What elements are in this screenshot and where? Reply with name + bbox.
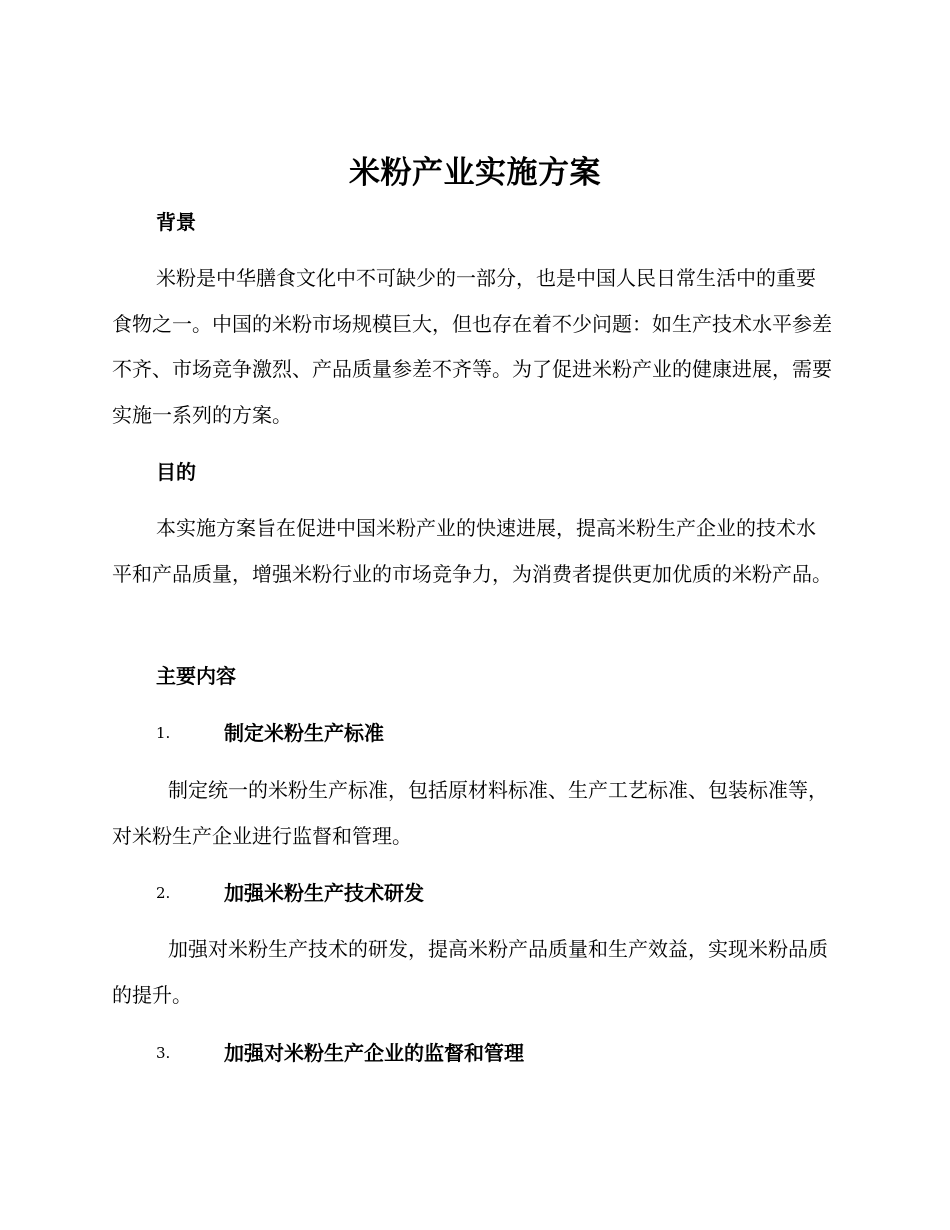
list-item	[156, 878, 856, 908]
list-item	[156, 1038, 856, 1068]
list-item-title: 制定米粉生产标准	[224, 721, 384, 745]
list-item-number: 3.	[156, 1044, 171, 1062]
list-item-title: 加强米粉生产技术研发	[224, 881, 424, 905]
section-heading-background: 背景	[156, 210, 196, 234]
background-paragraph: 米粉是中华膳食文化中不可缺少的一部分，也是中国人民日常生活中的重要食物之一。中国的米粉市场规模巨大，但也存在着不少问题：如生产技术水平参差不齐、市场竞争激烈、产品质量参差不齐等。为了促进米粉产业的健康进展，需要实施一系列的方案。	[112, 266, 832, 427]
list-item-number: 2.	[156, 884, 171, 902]
list-item	[156, 718, 856, 748]
list-item-title: 加强对米粉生产企业的监督和管理	[224, 1041, 524, 1065]
purpose-paragraph: 本实施方案旨在促进中国米粉产业的快速进展，提高米粉生产企业的技术水平和产品质量，增强米粉行业的市场竞争力，为消费者提供更加优质的米粉产品。	[112, 516, 832, 586]
section-heading-purpose: 目的	[156, 460, 196, 484]
list-item-body: 加强对米粉生产技术的研发，提高米粉产品质量和生产效益，实现米粉品质的提升。	[112, 937, 828, 1007]
list-item-body: 制定统一的米粉生产标准，包括原材料标准、生产工艺标准、包装标准等，对米粉生产企业进行监督和管理。	[112, 778, 828, 848]
list-item-number: 1.	[156, 724, 171, 742]
document-title: 米粉产业实施方案	[349, 155, 601, 191]
section-heading-main-content: 主要内容	[156, 664, 236, 688]
